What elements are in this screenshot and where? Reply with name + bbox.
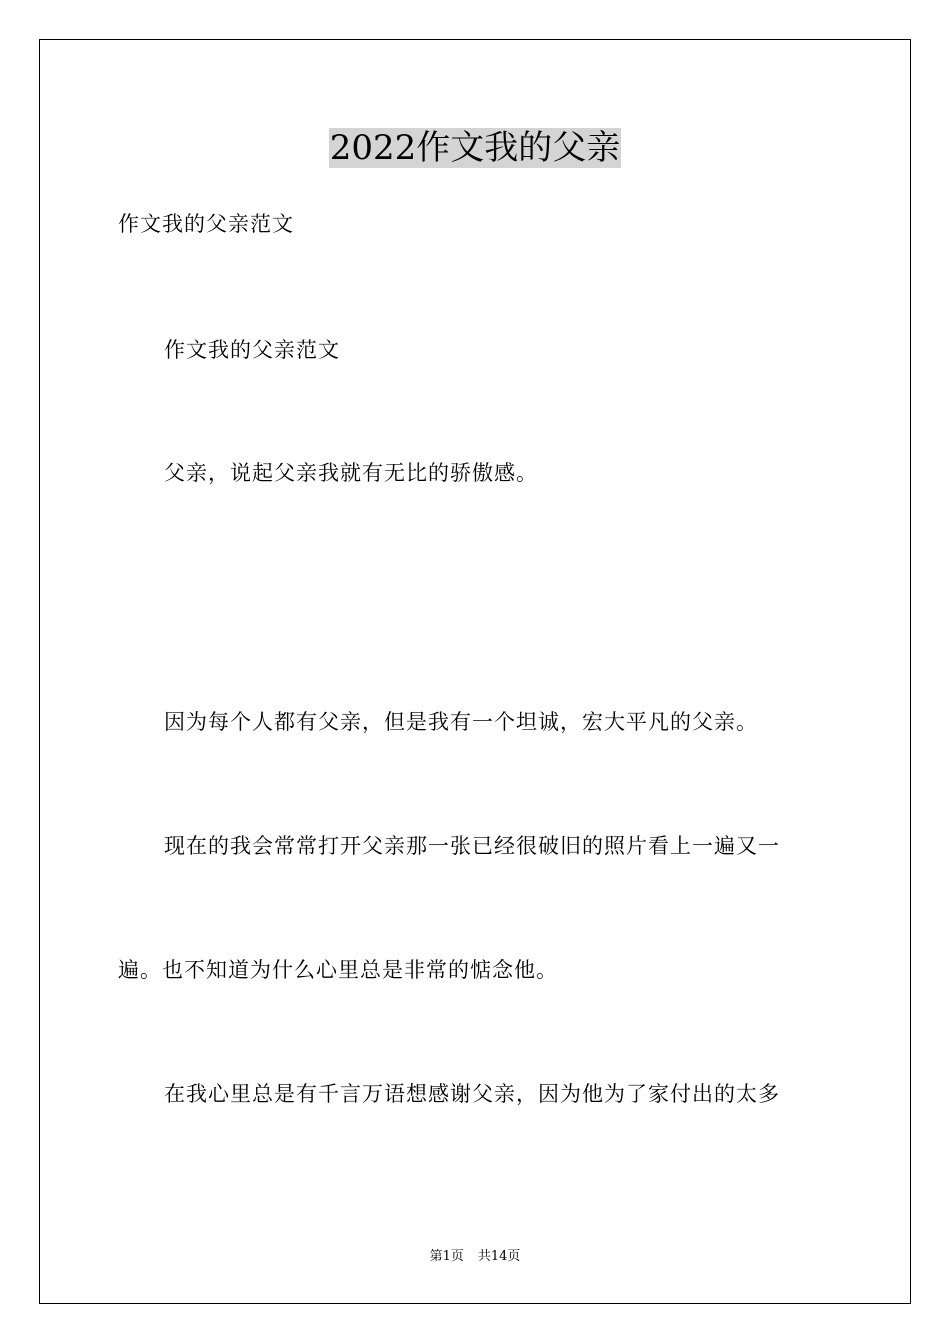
document-title-text: 2022作文我的父亲 (329, 128, 621, 168)
document-title (0, 126, 950, 170)
paragraph-4-line-2: 遍。也不知道为什么心里总是非常的惦念他。 (118, 958, 558, 982)
paragraph-2: 父亲，说起父亲我就有无比的骄傲感。 (164, 461, 538, 485)
page-footer (0, 1248, 950, 1266)
paragraph-4-line-1: 现在的我会常常打开父亲那一张已经很破旧的照片看上一遍又一 (164, 834, 780, 858)
paragraph-3: 因为每个人都有父亲，但是我有一个坦诚，宏大平凡的父亲。 (164, 710, 758, 734)
page-total: 共14页 (477, 1249, 521, 1264)
paragraph-5: 在我心里总是有千言万语想感谢父亲，因为他为了家付出的太多 (164, 1082, 780, 1106)
document-subtitle: 作文我的父亲范文 (118, 212, 294, 236)
paragraph-1: 作文我的父亲范文 (164, 338, 340, 362)
page-number: 第1页 (429, 1249, 464, 1264)
